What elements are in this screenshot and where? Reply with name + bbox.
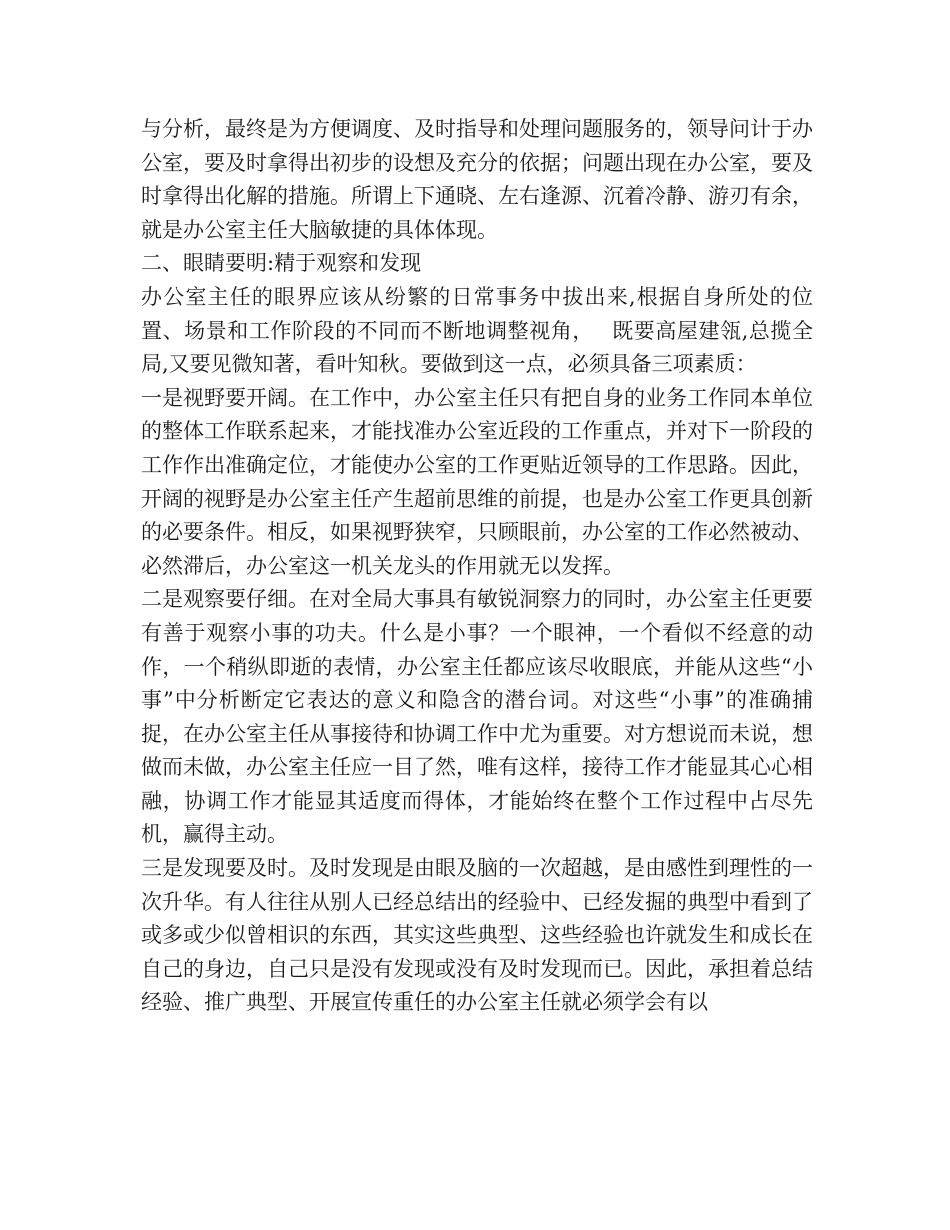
section-heading-eyes: 二、眼睛要明:精于观察和发现 — [141, 251, 422, 276]
paragraph-timely-discovery: 三是发现要及时。及时发现是由眼及脑的一次超越，是由感性到理性的一次升华。有人往往从别人已经总结出的经验中、已经发掘的典型中看到了或多或少似曾相识的东西，其实这些典型、这些经验也许就发生和成长在自己的身边，自己只是没有发现或没有及时发现而已。因此，承担着总结经验、推广典型、开展宣传重任的办公室主任就必须学会有以 — [141, 856, 813, 1015]
document-body — [141, 113, 813, 1020]
paragraph-broad-view: 一是视野要开阔。在工作中，办公室主任只有把自身的业务工作同本单位的整体工作联系起来，才能找准办公室近段的工作重点，并对下一阶段的工作作出准确定位，才能使办公室的工作更贴近领导的工作思路。因此，开阔的视野是办公室主任产生超前思维的前提，也是办公室工作更具创新的必要条件。相反，如果视野狭窄，只顾眼前，办公室的工作必然被动、必然滞后，办公室这一机关龙头的作用就无以发挥。 — [141, 385, 813, 578]
paragraph-vision-intro: 办公室主任的眼界应该从纷繁的日常事务中拔出来,根据自身所处的位置、场景和工作阶段的不同而不断地调整视角， 既要高屋建瓴,总揽全局,又要见微知著，看叶知秋。要做到这一点，必须具备三项素质： — [141, 284, 813, 377]
paragraph-careful-observation: 二是观察要仔细。在对全局大事具有敏锐洞察力的同时，办公室主任更要有善于观察小事的功夫。什么是小事？一个眼神，一个看似不经意的动作，一个稍纵即逝的表情，办公室主任都应该尽收眼底，并能从这些“小事”中分析断定它表达的意义和隐含的潜台词。对这些“小事”的准确捕捉，在办公室主任从事接待和协调工作中尤为重要。对方想说而未说，想做而未做，办公室主任应一目了然，唯有这样，接待工作才能显其心心相融，协调工作才能显其适度而得体，才能始终在整个工作过程中占尽先机，赢得主动。 — [141, 587, 813, 847]
paragraph-continued-analysis: 与分析，最终是为方便调度、及时指导和处理问题服务的，领导问计于办公室，要及时拿得出初步的设想及充分的依据；问题出现在办公室，要及时拿得出化解的措施。所谓上下通晓、左右逢源、沉着冷静、游刃有余，就是办公室主任大脑敏捷的具体体现。 — [141, 117, 813, 242]
